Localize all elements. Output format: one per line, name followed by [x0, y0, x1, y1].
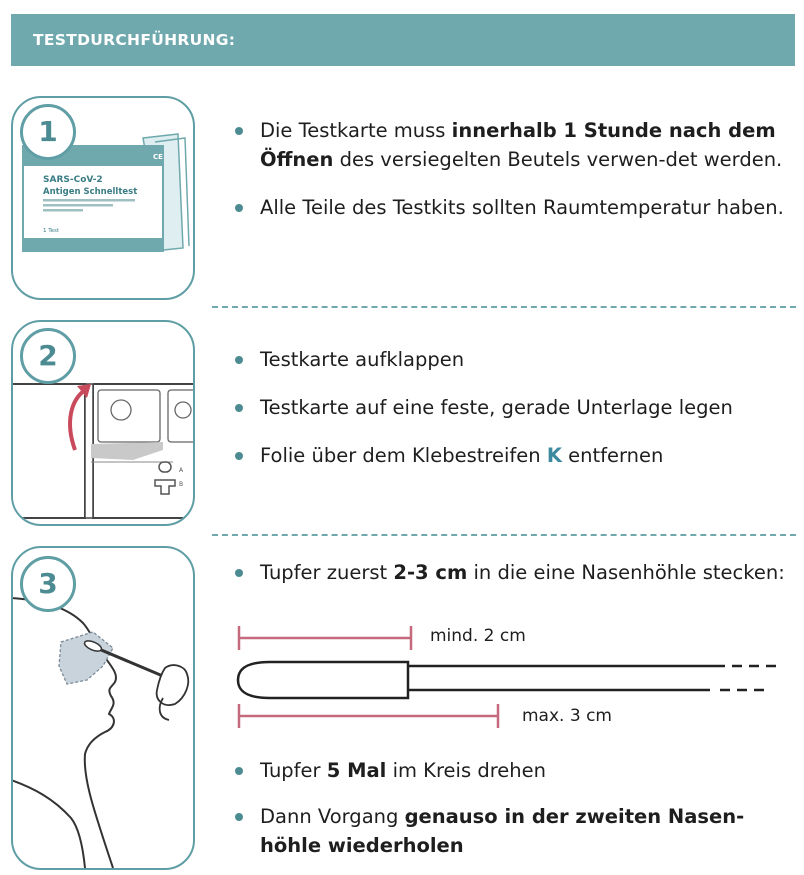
step-1-number: 1 — [20, 104, 76, 160]
list-item: Tupfer 5 Mal im Kreis drehen — [232, 756, 792, 785]
list-item: Testkarte auf eine feste, gerade Unterlage legen — [232, 393, 792, 422]
divider — [212, 306, 796, 308]
package-brand: SARS-CoV-2 — [43, 175, 103, 185]
divider — [212, 534, 796, 536]
max-depth-label: max. 3 cm — [522, 706, 612, 726]
step-3-instructions-top — [232, 558, 792, 587]
list-item: Dann Vorgang genauso in der zweiten Nasen-höhle wiederholen — [232, 802, 792, 860]
list-item: Tupfer zuerst 2-3 cm in die eine Nasenhöhle stecken: — [232, 558, 792, 587]
card-label-b: B — [179, 481, 184, 488]
list-item: Testkarte aufklappen — [232, 345, 792, 374]
section-title: TESTDURCHFÜHRUNG: — [33, 31, 236, 49]
swab-tip — [238, 662, 408, 698]
step-1-instructions — [232, 116, 792, 222]
list-item: Folie über dem Klebestreifen K entfernen — [232, 441, 792, 470]
step-2-number: 2 — [20, 328, 76, 384]
package-product: Antigen Schnelltest — [43, 187, 138, 197]
list-item: Alle Teile des Testkits sollten Raumtemperatur haben. — [232, 193, 792, 222]
step-3-number: 3 — [20, 556, 76, 612]
list-item: Die Testkarte muss innerhalb 1 Stunde nach dem Öffnen des versiegelten Beutels verwen-det werden. — [232, 116, 792, 174]
ce-mark: CE — [153, 153, 163, 161]
min-depth-label: mind. 2 cm — [430, 626, 526, 646]
section-header — [11, 14, 795, 66]
card-label-a: A — [179, 467, 184, 474]
package-count: 1 Test — [43, 228, 60, 234]
step-2-instructions — [232, 345, 792, 470]
step-3-instructions-bottom — [232, 756, 792, 860]
